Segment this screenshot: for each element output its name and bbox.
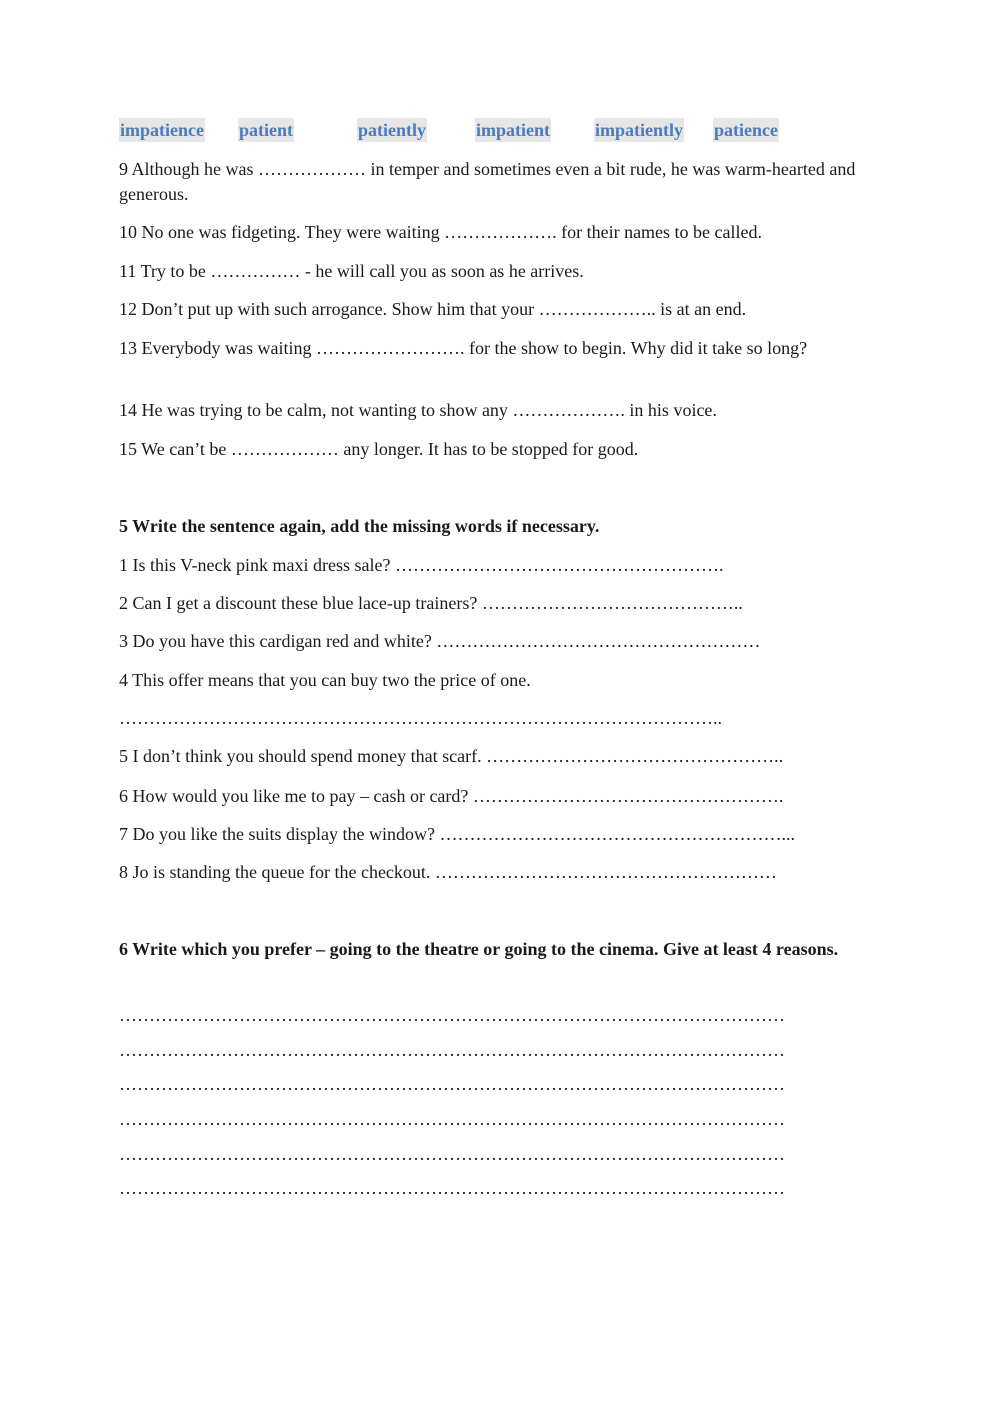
exercise-item: 8 Jo is standing the queue for the checkout. ………………………………………………… (119, 862, 777, 882)
exercise-item: 15 We can’t be ……………… any longer. It has to be stopped for good. (119, 439, 639, 459)
section-heading: 5 Write the sentence again, add the missing words if necessary. (119, 516, 600, 536)
exercise-item: 7 Do you like the suits display the window? …………………………………………………... (119, 824, 795, 844)
answer-line: ………………………………………………………………………………………………… (119, 1109, 785, 1129)
word-bank (0, 118, 1000, 144)
word-bank-item: patience (714, 120, 778, 140)
answer-line: ………………………………………………………………………………………………… (119, 1074, 785, 1094)
exercise-item: 4 This offer means that you can buy two the price of one. (119, 670, 531, 690)
section-heading: 6 Write which you prefer – going to the theatre or going to the cinema. Give at least 4 reasons. (119, 939, 839, 959)
exercise-item: 12 Don’t put up with such arrogance. Show him that your ……………….. is at an end. (119, 299, 747, 319)
exercise-item: 10 No one was fidgeting. They were waiting ………………. for their names to be called. (119, 222, 763, 242)
exercise-item: 13 Everybody was waiting ……………………. for the show to begin. Why did it take so long? (119, 338, 808, 358)
exercise-item: 6 How would you like me to pay – cash or card? ……………………………………………. (119, 786, 784, 806)
word-bank-item: patiently (358, 120, 427, 140)
exercise-item: 9 Although he was ……………… in temper and sometimes even a bit rude, he was warm-hearted and generous. (119, 159, 856, 204)
exercise-item: 11 Try to be …………… - he will call you as soon as he arrives. (119, 261, 584, 281)
answer-line: ………………………………………………………………………………………………… (119, 1040, 785, 1060)
word-bank-item: impatience (120, 120, 204, 140)
exercise-item: 1 Is this V-neck pink maxi dress sale? ………………………………………………. (119, 555, 724, 575)
word-bank-item: impatiently (595, 120, 683, 140)
word-bank-item: patient (239, 120, 293, 140)
exercise-item: 14 He was trying to be calm, not wanting to show any ………………. in his voice. (119, 400, 717, 420)
answer-line: ………………………………………………………………………………………………… (119, 1178, 785, 1198)
answer-line: ……………………………………………………………………………………….. (119, 708, 722, 728)
exercise-item: 5 I don’t think you should spend money that scarf. ………………………………………….. (119, 746, 784, 766)
exercise-item: 3 Do you have this cardigan red and white? ……………………………………………… (119, 631, 761, 651)
answer-line: ………………………………………………………………………………………………… (119, 1144, 785, 1164)
answer-line: ………………………………………………………………………………………………… (119, 1005, 785, 1025)
exercise-item: 2 Can I get a discount these blue lace-up trainers? …………………………………….. (119, 593, 743, 613)
word-bank-item: impatient (476, 120, 550, 140)
